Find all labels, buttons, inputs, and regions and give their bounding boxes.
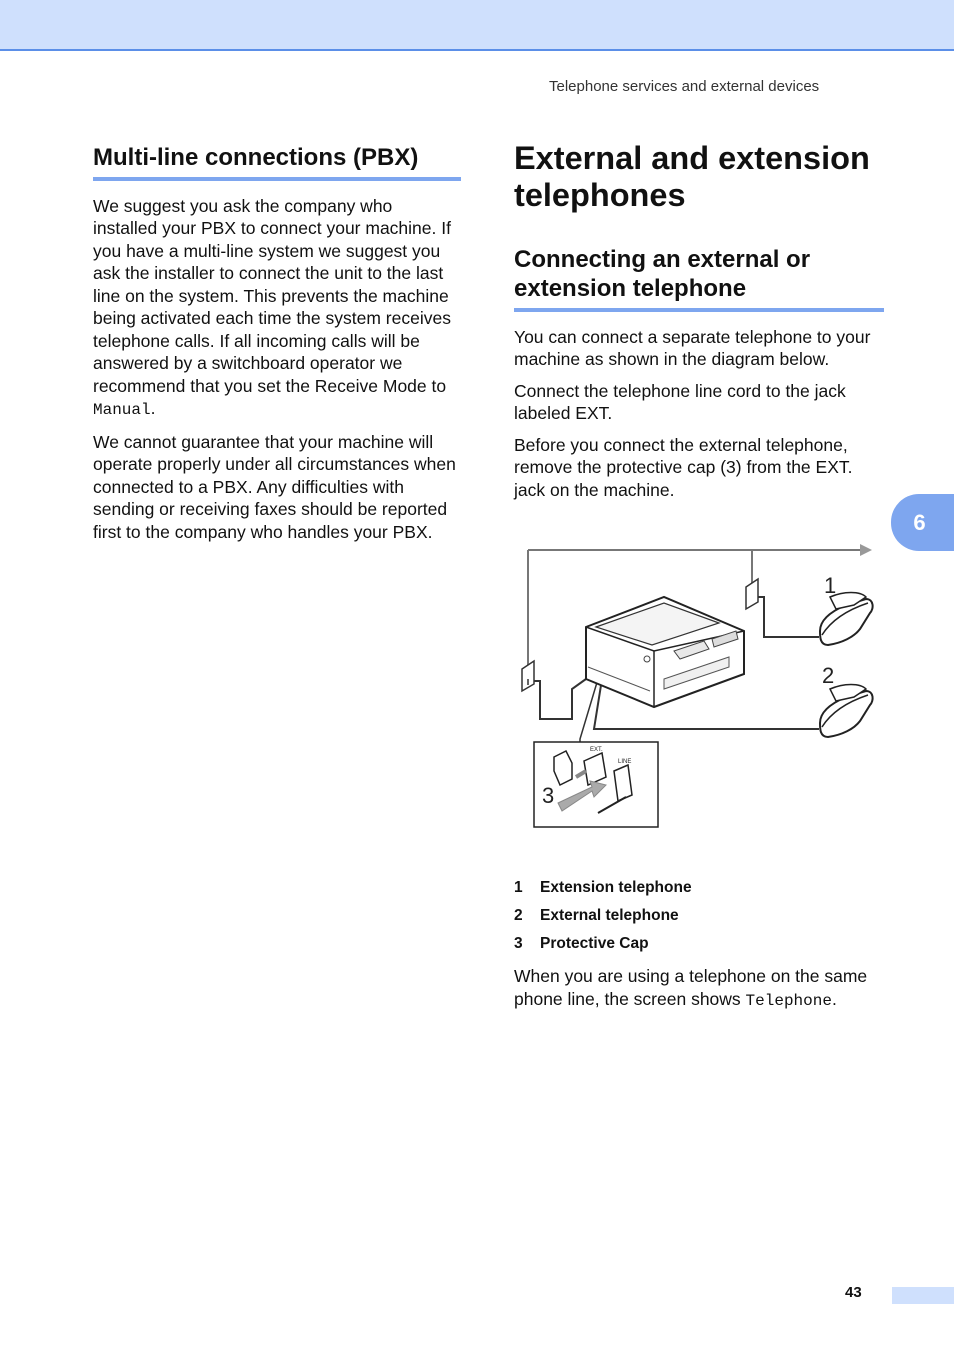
- callout-3: 3: [542, 783, 555, 809]
- legend-item: [514, 935, 884, 963]
- legend-label: External telephone: [540, 907, 679, 925]
- legend-label: Extension telephone: [540, 879, 692, 897]
- page-number: 43: [845, 1284, 862, 1301]
- pbx-paragraph-1: [93, 195, 461, 422]
- callout-1: 1: [824, 573, 837, 599]
- connection-diagram: [514, 539, 884, 859]
- pbx-paragraph-1-text: We suggest you ask the company who installed your PBX to connect your machine. If you have a multi-line system we suggest you ask the installer to connect the unit to the last line on the system. This prevents the machine being activated each time the system receives telephone calls. If all incoming calls will be answered by a switchboard operator we recommend that you set the Receive Mode to: [93, 195, 451, 396]
- connection-diagram-svg: [514, 539, 884, 839]
- legend-item: [514, 907, 884, 935]
- line-label: LINE: [618, 759, 632, 766]
- right-column: [514, 140, 884, 1021]
- extension-telephone-icon: [820, 593, 873, 646]
- protective-cap-inset: [534, 742, 658, 827]
- left-column: [93, 140, 461, 552]
- chapter-title: External and extension telephones: [514, 140, 870, 213]
- running-header: Telephone services and external devices: [549, 78, 820, 95]
- wall-jack-right: [746, 579, 758, 609]
- legend-label: Protective Cap: [540, 935, 649, 953]
- receive-mode-value: Manual: [93, 401, 151, 420]
- page-number-band: [892, 1287, 954, 1304]
- wall-jack-left: [522, 661, 534, 691]
- line-jack-icon: [614, 765, 632, 801]
- pbx-heading: Multi-line connections (PBX): [93, 144, 461, 181]
- legend-number: 1: [514, 879, 523, 897]
- screen-message-value: Telephone: [745, 991, 832, 1010]
- telephone-screen-end: .: [831, 988, 837, 1009]
- telephone-screen-text: When you are using a telephone on the same phone line, the screen shows: [514, 966, 868, 1009]
- external-telephone-icon: [820, 685, 873, 738]
- connect-paragraph-3: Before you connect the external telephone, remove the protective cap (3) from the EXT. jack on the machine.: [514, 434, 853, 500]
- figure-legend: [514, 879, 884, 963]
- legend-number: 3: [514, 935, 523, 953]
- connecting-subheading: Connecting an external or extension telephone: [514, 246, 884, 312]
- connect-paragraph-1: You can connect a separate telephone to your machine as shown in the diagram below.: [514, 326, 871, 370]
- pbx-paragraph-2: We cannot guarantee that your machine will operate properly under all circumstances when connected to a PBX. Any difficulties with sending or receiving faxes should be reported first to the company who handles your PBX.: [93, 431, 456, 542]
- top-header-band: [0, 0, 954, 51]
- pbx-paragraph-1-end: .: [150, 398, 156, 419]
- connect-paragraph-2: Connect the telephone line cord to the jack labeled EXT.: [514, 380, 846, 424]
- legend-item: [514, 879, 884, 907]
- callout-2: 2: [822, 663, 835, 689]
- telephone-screen-paragraph: [514, 965, 884, 1012]
- ext-label: EXT.: [590, 747, 603, 754]
- machine-illustration: [586, 597, 744, 707]
- chapter-tab: 6: [891, 494, 954, 551]
- legend-number: 2: [514, 907, 523, 925]
